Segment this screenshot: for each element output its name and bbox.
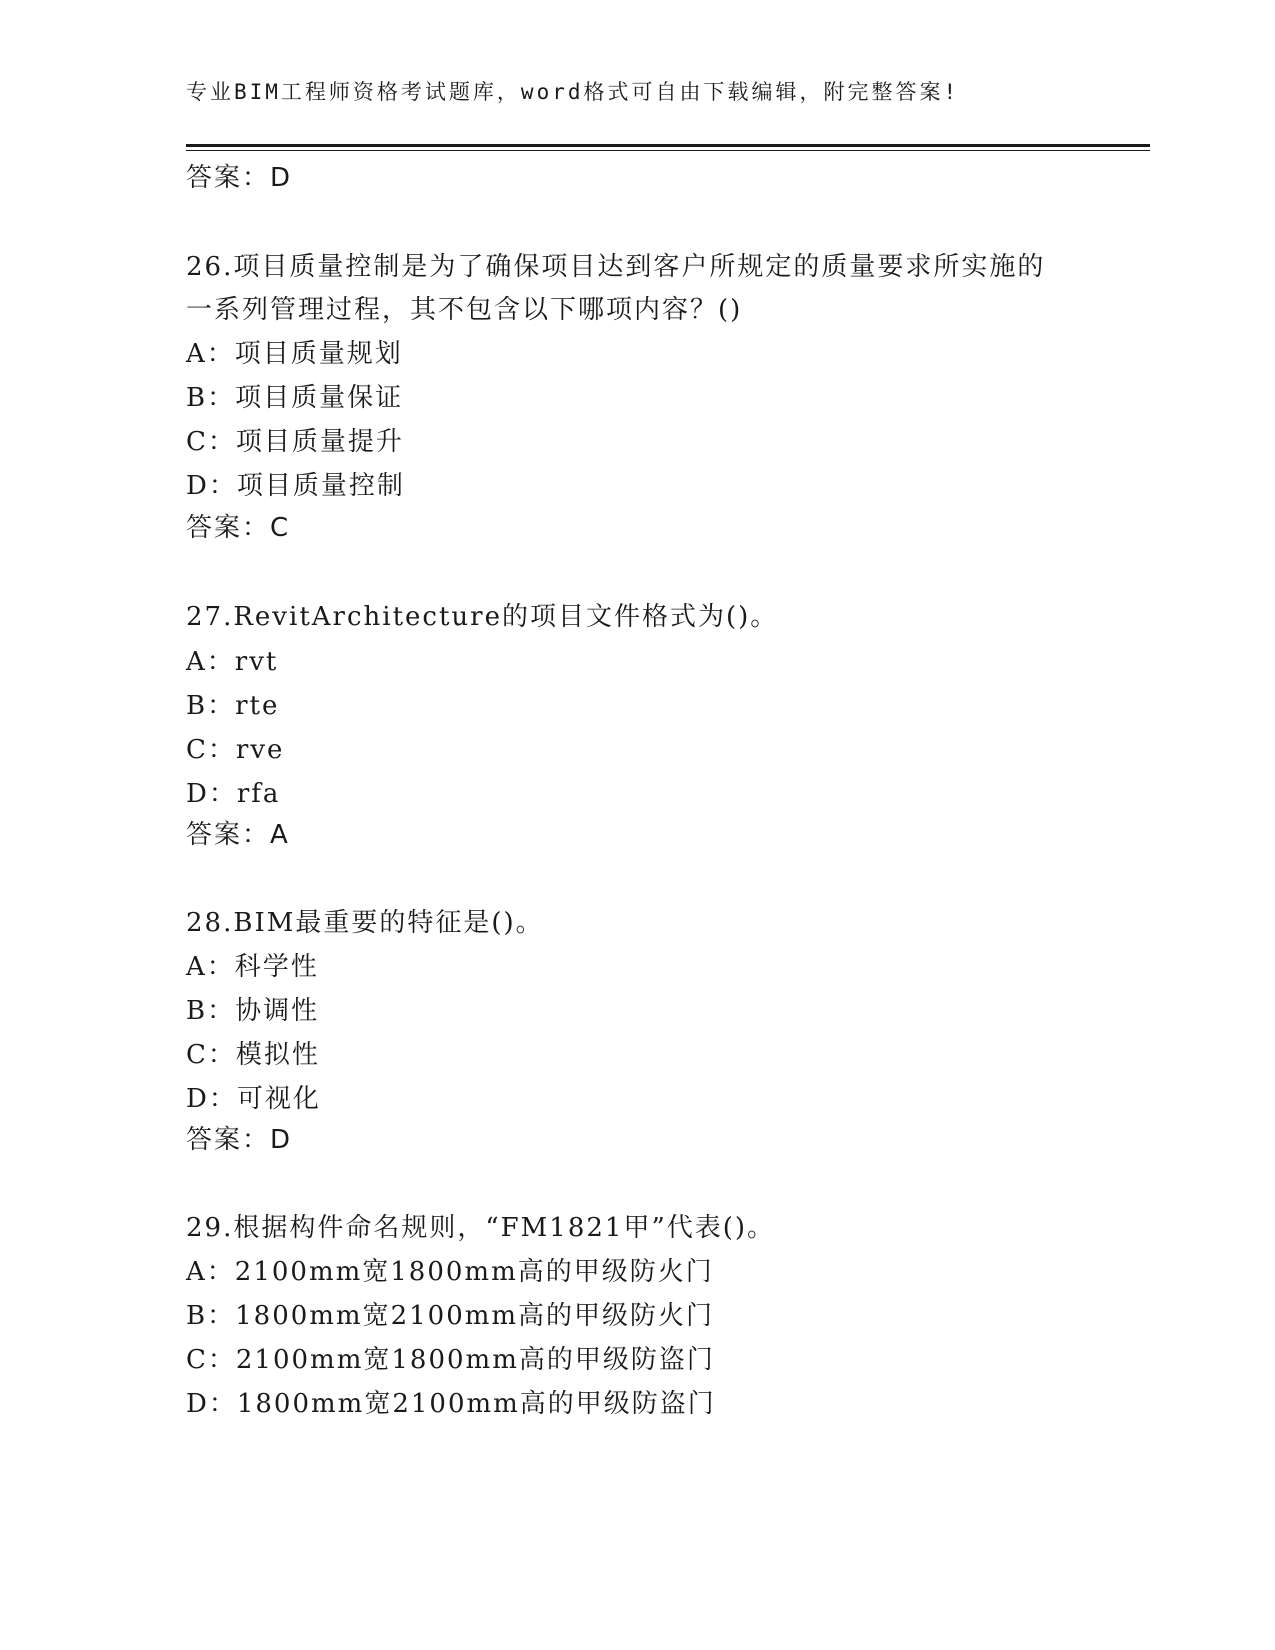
question-26-option-d: D：项目质量控制 — [186, 471, 405, 501]
question-26-option-b: B：项目质量保证 — [186, 383, 404, 413]
header-rule-thin — [186, 150, 1150, 151]
question-29-option-c: C：2100mm宽1800mm高的甲级防盗门 — [186, 1345, 715, 1375]
question-26-option-a: A：项目质量规划 — [186, 339, 403, 369]
question-27-option-c: C：rve — [186, 735, 285, 765]
question-29-option-a: A：2100mm宽1800mm高的甲级防火门 — [186, 1257, 714, 1287]
question-27-stem-line1: 27.RevitArchitecture的项目文件格式为()。 — [186, 602, 779, 632]
answer-q25: 答案：D — [186, 163, 293, 193]
question-28-option-d: D：可视化 — [186, 1084, 321, 1114]
header-rule-thick — [186, 144, 1150, 147]
page-header: 专业BIM工程师资格考试题库，word格式可自由下载编辑，附完整答案! — [186, 80, 960, 104]
question-27-option-b: B：rte — [186, 691, 280, 721]
question-26-stem-line2: 一系列管理过程，其不包含以下哪项内容？() — [186, 295, 743, 325]
question-28-option-b: B：协调性 — [186, 996, 320, 1026]
question-26-stem-line1: 26.项目质量控制是为了确保项目达到客户所规定的质量要求所实施的 — [186, 252, 1046, 282]
question-27-option-d: D：rfa — [186, 779, 281, 809]
question-28-option-a: A：科学性 — [186, 952, 319, 982]
question-27-option-a: A：rvt — [186, 647, 279, 677]
question-26-option-c: C：项目质量提升 — [186, 427, 404, 457]
question-28-stem-line1: 28.BIM最重要的特征是()。 — [186, 908, 544, 938]
answer-q27: 答案：A — [186, 820, 290, 850]
question-29-stem-line1: 29.根据构件命名规则，“FM1821甲”代表()。 — [186, 1213, 776, 1243]
answer-q26: 答案：C — [186, 513, 291, 543]
answer-q28: 答案：D — [186, 1125, 293, 1155]
question-29-option-b: B：1800mm宽2100mm高的甲级防火门 — [186, 1301, 715, 1331]
question-28-option-c: C：模拟性 — [186, 1040, 320, 1070]
question-29-option-d: D：1800mm宽2100mm高的甲级防盗门 — [186, 1389, 716, 1419]
